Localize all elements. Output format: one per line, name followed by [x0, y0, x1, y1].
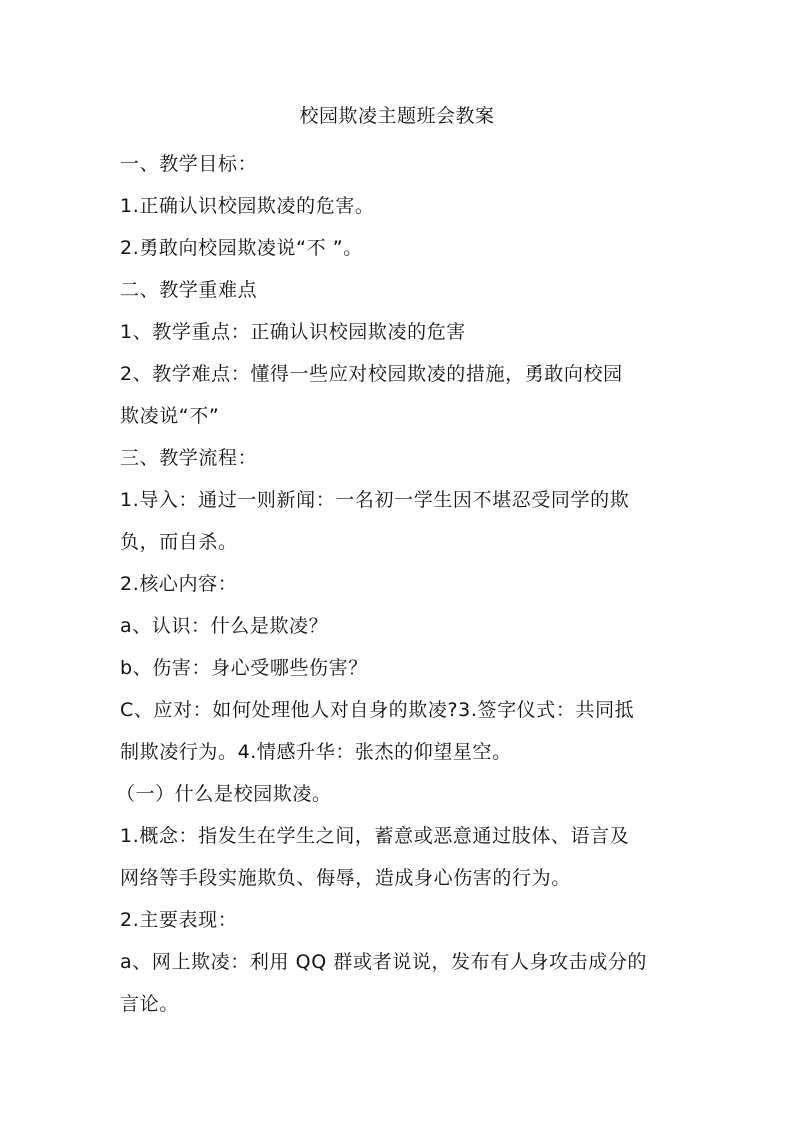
- core-content-item-b: b、伤害：身心受哪些伤害？: [120, 657, 368, 679]
- process-intro-line: 1.导入：通过一则新闻：一名初一学生因不堪忍受同学的欺: [120, 489, 630, 511]
- difficult-point-line-continued: 欺凌说“不”: [120, 405, 220, 427]
- document-body: [116, 143, 680, 1025]
- document-title: 校园欺凌主题班会教案: [299, 105, 495, 127]
- process-intro-line-continued: 负，而自杀。: [120, 531, 238, 553]
- key-point-line: 1、教学重点：正确认识校园欺凌的危害: [120, 321, 466, 343]
- objective-line-1: 1.正确认识校园欺凌的危害。: [120, 195, 375, 217]
- core-content-item-c: C、应对：如何处理他人对自身的欺凌?3.签字仪式：共同抵: [120, 699, 635, 721]
- subsection-heading-what-is-bullying: （一）什么是校园欺凌。: [116, 783, 332, 805]
- objective-line-2: 2.勇敢向校园欺凌说“不 ”。: [120, 237, 363, 259]
- concept-line: 1.概念：指发生在学生之间，蓄意或恶意通过肢体、语言及: [120, 825, 630, 847]
- online-bullying-line-continued: 言论。: [120, 993, 179, 1015]
- main-manifestations-heading: 2.主要表现：: [120, 909, 238, 931]
- section-heading-objectives: 一、教学目标：: [120, 153, 258, 175]
- core-content-heading: 2.核心内容：: [120, 573, 238, 595]
- core-content-item-c-continued: 制欺凌行为。4.情感升华：张杰的仰望星空。: [120, 741, 512, 763]
- online-bullying-line: a、网上欺凌：利用 QQ 群或者说说，发布有人身攻击成分的: [120, 951, 648, 973]
- section-heading-process: 三、教学流程：: [120, 447, 258, 469]
- concept-line-continued: 网络等手段实施欺负、侮辱，造成身心伤害的行为。: [120, 867, 571, 889]
- difficult-point-line: 2、教学难点：懂得一些应对校园欺凌的措施，勇敢向校园: [120, 363, 623, 385]
- section-heading-key-points: 二、教学重难点: [120, 279, 258, 301]
- core-content-item-a: a、认识：什么是欺凌？: [120, 615, 329, 637]
